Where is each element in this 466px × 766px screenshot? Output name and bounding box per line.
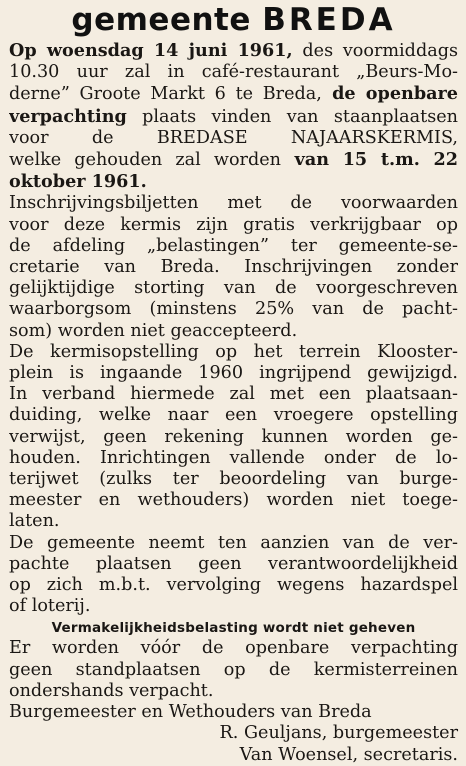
text-line: verwijst, geen rekening kunnen worden ge- <box>9 426 458 447</box>
text-line: De gemeente neemt ten aanzien van de ver- <box>9 532 458 553</box>
signature-mayor: R. Geuljans, burgemeester <box>219 723 458 744</box>
bold-fragment: verpachting <box>9 105 127 127</box>
text-line: De kermisopstelling op het terrein Klooster- <box>9 341 458 362</box>
text-line: plein is ingaande 1960 ingrijpend gewijzigd. <box>9 363 458 384</box>
bold-fragment: van 15 t.m. 22 <box>280 149 458 171</box>
text-fragment: plaats vinden van staanplaatsen <box>126 106 458 127</box>
text-line: houden. Inrichtingen vallende onder de lo- <box>9 447 458 468</box>
paragraph-liability <box>9 533 458 618</box>
paragraph-private-lease <box>9 638 458 702</box>
date-text: Op woensdag 14 juni 1961, <box>9 40 293 61</box>
notice-title <box>9 4 458 37</box>
text-line: som) worden niet geaccepteerd. <box>9 320 298 341</box>
text-line: of loterij. <box>9 596 91 617</box>
text-line: geen standplaatsen op de kermisterreinen <box>9 659 458 680</box>
text-line: 10.30 uur zal in café-restaurant „Beurs-Mo- <box>9 62 458 83</box>
text-line: cretarie van Breda. Inschrijvingen zonder <box>9 257 458 278</box>
text-line: op zich m.b.t. vervolging wegens hazardspel <box>9 575 458 596</box>
text-line: waarborgsom (minstens 25% van de pacht- <box>9 299 458 320</box>
text-line: ondershands verpacht. <box>9 680 214 701</box>
title-city: BREDA <box>262 2 396 38</box>
paragraph-registration <box>9 193 458 341</box>
text-line: voor de BREDASE NAJAARSKERMIS, <box>9 127 458 148</box>
text-line: terijwet (zulks ter beoordeling van burge- <box>9 469 458 490</box>
text-fragment: derne” Groote Markt 6 te Breda, <box>9 84 322 105</box>
text-line: gelijktijdige storting van de voorgeschreven <box>9 278 458 299</box>
text-fragment: welke gehouden zal worden <box>9 150 281 171</box>
paragraph-layout <box>9 342 458 533</box>
text-line: voor deze kermis zijn gratis verkrijgbaar op <box>9 214 458 235</box>
bold-fragment: oktober 1961. <box>9 171 147 193</box>
text-line: meester en wethouders) worden niet toege- <box>9 490 458 511</box>
text-line: Er worden vóór de openbare verpachting <box>9 638 458 659</box>
title-prefix: gemeente <box>71 2 251 38</box>
text-line: pachte plaatsen geen verantwoordelijkheid <box>9 553 458 574</box>
tax-subheading: Vermakelijkheidsbelasting wordt niet geheven <box>51 620 416 637</box>
text-line: In verband hiermede zal met een plaatsaan- <box>9 384 458 405</box>
text-line: Burgemeester en Wethouders van Breda <box>9 702 372 723</box>
text-line: Inschrijvingsbiljetten met de voorwaarden <box>9 193 458 214</box>
text-fragment: des voormiddags <box>292 41 458 61</box>
signatory-line <box>9 702 458 723</box>
bold-fragment: de openbare <box>321 83 458 105</box>
signature-secretary: Van Woensel, secretaris. <box>239 744 458 765</box>
text-line: de afdeling „belastingen” ter gemeente-se- <box>9 235 458 256</box>
text-line: duiding, welke naar een vroegere opstelling <box>9 405 458 426</box>
paragraph-announcement <box>9 40 458 193</box>
text-line: laten. <box>9 511 60 532</box>
